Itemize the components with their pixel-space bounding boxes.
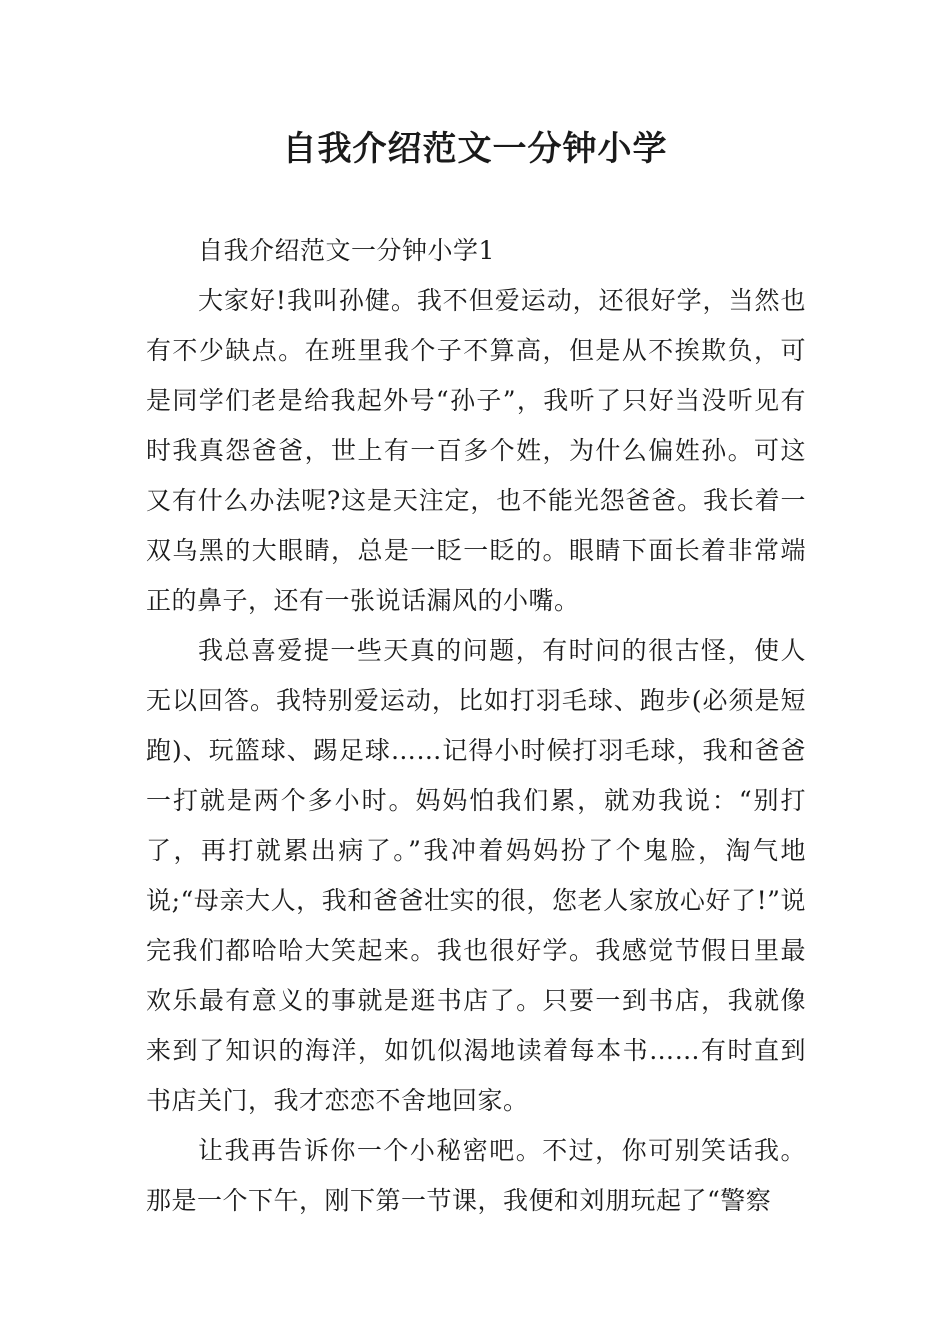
document-body — [146, 226, 806, 1226]
paragraph: 大家好!我叫孙健。我不但爱运动，还很好学，当然也有不少缺点。在班里我个子不算高，但是从不挨欺负，可是同学们老是给我起外号“孙子”，我听了只好当没听见有时我真怨爸爸，世上有一百多个姓，为什么偏姓孙。可这又有什么办法呢?这是天注定，也不能光怨爸爸。我长着一双乌黑的大眼睛，总是一眨一眨的。眼睛下面长着非常端正的鼻子，还有一张说话漏风的小嘴。 — [146, 286, 806, 615]
paragraph: 让我再告诉你一个小秘密吧。不过，你可别笑话我。那是一个下午，刚下第一节课，我便和刘朋玩起了“警察 — [146, 1136, 806, 1215]
document-title: 自我介绍范文一分钟小学 — [282, 129, 668, 169]
paragraph: 我总喜爱提一些天真的问题，有时问的很古怪，使人无以回答。我特别爱运动，比如打羽毛球、跑步(必须是短跑)、玩篮球、踢足球……记得小时候打羽毛球，我和爸爸一打就是两个多小时。妈妈怕我们累，就劝我说：“别打了，再打就累出病了。”我冲着妈妈扮了个鬼脸，淘气地说;“母亲大人，我和爸爸壮实的很，您老人家放心好了!”说完我们都哈哈大笑起来。我也很好学。我感觉节假日里最欢乐最有意义的事就是逛书店了。只要一到书店，我就像来到了知识的海洋，如饥似渴地读着每本书……有时直到书店关门，我才恋恋不舍地回家。 — [146, 636, 806, 1115]
section-heading: 自我介绍范文一分钟小学1 — [198, 236, 495, 265]
